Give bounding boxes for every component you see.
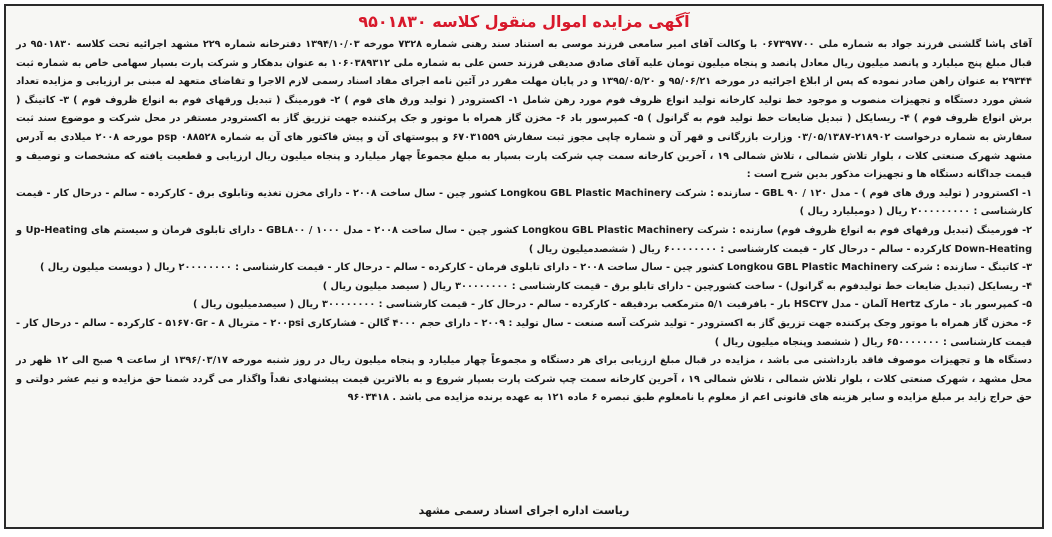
notice-paragraph-intro: آقای پاشا گلشنی فرزند جواد به شماره ملی ۰۶۷۳۹۷۷۰۰ با وکالت آقای امیر سامعی فرزند موسی به استناد سند رهنی شماره ۷۳۲۸ مورخه ۱۳۹۴/۱۰/۰۳ دفترخانه شماره ۲۲۹ مشهد اجرائیه تحت کلاسه ۹۵۰۱۸۳۰ در قبال مبلغ پنج میلیارد و پانصد میلیون ریال معادل پانصد و پنجاه میلیون تومان علیه آقای صادق صدیقی فرزند حسن علی به شماره ملی ۱۰۶۰۳۸۹۳۱۲ به عنوان بدهکار و شرکت پارت بسپار سهامی خاص به شماره ثبت ۲۹۳۴۴ به عنوان راهن صادر نموده که پس از ابلاغ اجرائیه در مورخه ۹۵/۰۶/۲۱ و ۱۳۹۵/۰۵/۲۰ و در پایان مهلت مقرر در آئین نامه اجرای مفاد اسناد رسمی لازم الاجرا و تقاضای متعهد له مبنی بر ارزیابی و مزایده تعداد شش مورد دستگاه و تجهیزات منصوب و موجود خط تولید کارخانه تولید انواع ظروف فوم مورد رهن شامل ۱- اکسترودر ( تولید ورق های فوم ) ۲- فورمینگ ( تبدیل ورقهای فوم به انواع ظروف فوم ) ۳- کاتینگ ( برش انواع ظروف فوم ) ۴- ریسایکل ( تبدیل ضایعات خط تولید فوم به گرانول ) ۵- کمپرسور باد ۶- مخزن گاز همراه با موتور و جک پرکننده جهت تزریق گاز به اکسترودر مستقر در محل شرکت و موضوع سند ثبت سفارش به شماره درخواست ۲۱۸۹۰۲-۰۳/۰۵/۱۳۸۷ وزارت بازرگانی و قهر آن و شماره چاپی مجوز ثبت سفارش ۶۷۰۳۱۵۵۹ و پیوستهای آن و پیش فاکتور های آن به شماره ۰۸۸۵۲۸ psp مورخه ۲۰۰۸ میلادی به آدرس مشهد شهرک صنعتی کلات ، بلوار تلاش شمالی ، تلاش شمالی ۱۹ ، آخرین کارخانه سمت چپ شرکت پارت بسپار به مبلغ مجموعاً چهار میلیارد و پنجاه میلیون ریال ارزیابی و قطعیت یافته که مشخصات و توصیف و قیمت جداگانه دستگاه ها و تجهیزات مذکور بدین شرح است : (16, 39, 1033, 181)
notice-item-3: ۳- کاتینگ - سازنده : شرکت Longkou GBL Plastic Machinery کشور چین - سال ساخت ۲۰۰۸ - دارای تابلوی فرمان - کارکرده - سالم - درحال کار - قیمت کارشناسی : ۲۰۰۰۰۰۰۰۰ ریال ( دویست میلیون ریال ) (39, 262, 1032, 274)
notice-item-1: ۱- اکسترودر ( تولید ورق های فوم ) - مدل ۱۲۰ / GBL ۹۰ - سازنده : شرکت Longkou GBL Plastic Machinery کشور چین - سال ساخت ۲۰۰۸ - دارای مخزن تغذیه وتابلوی برق - کارکرده - سالم - درحال کار - قیمت کارشناسی : ۲۰۰۰۰۰۰۰۰۰ ریال ( دومیلیارد ریال ) (16, 187, 1032, 218)
notice-item-2: ۲- فورمینگ (تبدیل ورقهای فوم به انواع ظروف فوم) سازنده : شرکت Longkou GBL Plastic Machinery کشور چین - سال ساخت ۲۰۰۸ - مدل ۱۰۰۰ / GBL۸۰۰ - دارای تابلوی فرمان و سیستم های Up-Heating و Down-Heating کارکرده - سالم - درحال کار - قیمت کارشناسی : ۶۰۰۰۰۰۰۰۰ ریال ( ششصدمیلیون ریال ) (16, 224, 1033, 255)
notice-body (16, 36, 1032, 408)
notice-item-5: ۵- کمپرسور باد - مارک Hertz آلمان - مدل HSC۳۷ بار - بافرفیت ۵/۱ مترمکعب بردقیقه - کارکرده - سالم - درحال کار - قیمت کارشناسی : ۳۰۰۰۰۰۰۰۰ ریال ( سیصدمیلیون ریال ) (192, 299, 1032, 311)
notice-title: آگهی مزایده اموال منقول کلاسه ۹۵۰۱۸۳۰ (358, 12, 690, 31)
notice-frame (4, 4, 1044, 529)
notice-paragraph-closing: دستگاه ها و تجهیزات موصوف فاقد بازداشتی می باشد ، مزایده در قبال مبلغ ارزیابی برای هر دستگاه و مجموعاً چهار میلیارد و پنجاه میلیون ریال در روز شنبه مورخه ۱۳۹۶/۰۳/۱۷ از ساعت ۹ صبح الی ۱۲ ظهر در محل مشهد ، شهرک صنعتی کلات ، بلوار تلاش شمالی ، تلاش شمالی ۱۹ ، آخرین کارخانه سمت چپ شرکت پارت بسپار شروع و به بالاترین قیمت پیشنهادی نقداً واگذار می گردد شمنا حق مزایده و نیم عشر دولتی و حق حراج زاید بر مبلغ مزایده و سایر هزینه های قانونی اعم از معلوم یا نامعلوم طبق تبصره ۶ ماده ۱۲۱ به عهده برنده مزایده می باشد . ۹۶۰۳۴۱۸ (16, 355, 1033, 404)
notice-footer: ریاست اداره اجرای اسناد رسمی مشهد (418, 504, 630, 517)
notice-item-6: ۶- مخزن گاز همراه با موتور وجک پرکننده جهت تزریق گاز به اکسترودر - تولید شرکت آسه صنعت - سال تولید : ۲۰۰۹ - دارای حجم ۴۰۰۰ گالن - فشارکاری ۲۰۰psi - متریال ۵۱۶۷۰Gr - ۸ - کارکرده - سالم - درحال کار - قیمت کارشناسی : ۶۵۰۰۰۰۰۰۰ ریال ( ششصد وپنجاه میلیون ریال ) (16, 317, 1032, 348)
notice-item-4: ۴- ریسایکل (تبدیل ضایعات خط تولیدفوم به گرانول) - ساخت کشورچین - دارای تابلو برق - قیمت کارشناسی : ۳۰۰۰۰۰۰۰۰ ریال ( سیصد میلیون ریال ) (322, 280, 1032, 292)
